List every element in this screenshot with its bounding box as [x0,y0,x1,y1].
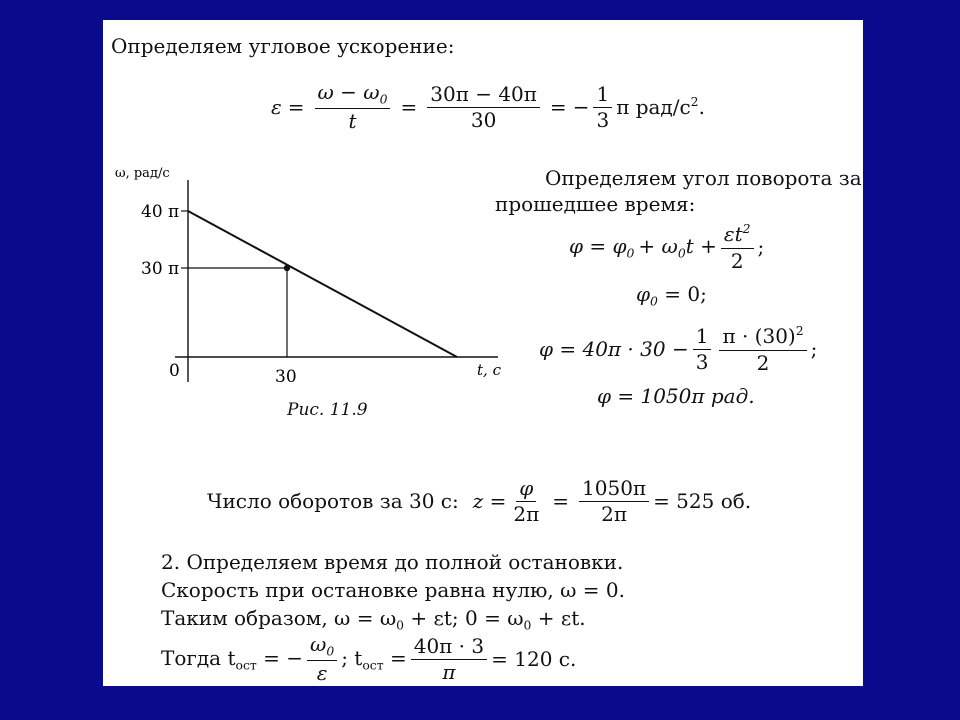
slide-page [103,20,863,686]
eps-frac-1: $\frac{\omega - \omega_0}{t}$ [315,82,391,131]
y-axis-label: ω, рад/с [115,166,170,181]
y-tick-40pi: 40 π [141,202,180,222]
y-tick-30pi: 30 π [141,259,180,279]
eps-frac-2: $\frac{30\pi - 40\pi}{30}$ [427,84,540,131]
epsilon-formula: ε = $\frac{\omega - \omega_0}{t}$ = $\frac{30\pi - 40\pi}{30}$ = − $\frac{1}{3}$ π рад/$с^2$. [271,80,705,133]
phi-result: φ = 1050π рад. [597,384,755,408]
eps-frac-3: $\frac{1}{3}$ [593,84,612,131]
x-tick-30: 30 [275,367,297,387]
phi-substituted-formula: φ = 40π · 30 − $\frac{1}{3}$ $\frac{\pi \cdot (30)^2}{2}$ ; [539,323,818,375]
phi-general-formula: $\varphi = \varphi_0$ + $\omega_0t$ + $\frac{\varepsilon t^2}{2}$ ; [569,221,765,273]
x-axis-label: t, с [477,361,501,379]
omega-line [188,211,457,357]
phi0-formula: $\varphi_0 = 0$; [636,282,707,309]
origin-label: 0 [169,361,180,381]
eps-lhs: ε [271,95,282,119]
omega-time-graph [103,150,503,430]
angle-heading-line2: прошедшее время: [495,192,696,216]
stop-line1: 2. Определяем время до полной остановки. [161,550,624,574]
figure-caption: Рис. 11.9 [287,400,368,420]
stop-line3: Таким образом, $\omega = \omega_0 + \varepsilon t$; $0 = \omega_0 + \varepsilon t$. [161,606,586,633]
eps-tail: π рад/$с^2$. [616,94,705,120]
stop-line4: Тогда $t_{ост}$ = − $\frac{\omega_0}{\varepsilon}$ ; $t_{ост}$ = $\frac{40\pi \cdot 3}{\pi}$ = 120 с. [161,632,577,685]
point-30s [284,265,290,271]
angle-heading-line1: Определяем угол поворота за [545,166,862,190]
heading-angular-acceleration: Определяем угловое ускорение: [111,34,455,58]
turns-label: Число оборотов за 30 с: [207,489,459,513]
turns-formula: Число оборотов за 30 с: z = $\frac{\varphi}{2\pi}$ = $\frac{1050\pi}{2\pi}$ = 525 об. [207,475,752,526]
stop-line2: Скорость при остановке равна нулю, ω = 0. [161,578,625,602]
